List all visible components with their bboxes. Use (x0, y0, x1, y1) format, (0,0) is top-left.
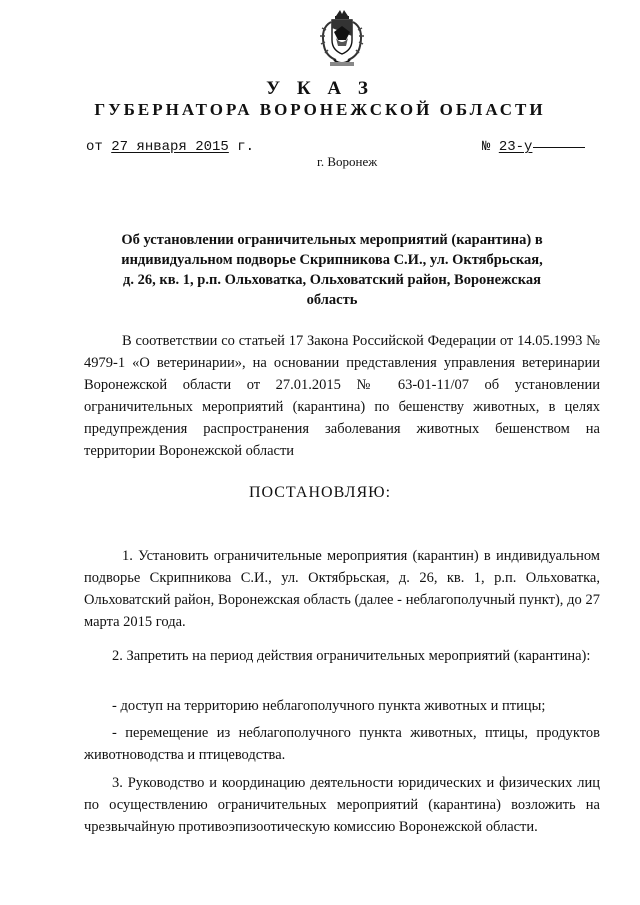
date-suffix: г. (237, 139, 255, 155)
item-2-paragraph: 2. Запретить на период действия ограничительных мероприятий (карантина): (112, 648, 591, 664)
item-1-paragraph: 1. Установить ограничительные мероприятия (карантин) в индивидуальном подворье Скрипникова С.И., ул. Октябрьская, д. 26, кв. 1, р.п. Ольховатка, Ольховатский район, Воронежская область (далее - неблагополучный пункт), до 27 марта 2015 года. (84, 548, 600, 630)
city-line: г. Воронеж (317, 154, 378, 169)
number-value: 23-у (498, 139, 533, 155)
date-line (86, 139, 254, 155)
coat-of-arms-emblem (312, 6, 372, 70)
date-prefix: от (86, 139, 103, 155)
number-label: № (482, 139, 491, 155)
decree-word: ПОСТАНОВЛЯЮ: (248, 484, 392, 501)
issuer-title: ГУБЕРНАТОРА ВОРОНЕЖСКОЙ ОБЛАСТИ (94, 100, 546, 119)
date-value: 27 января 2015 (111, 139, 229, 155)
number-line (482, 139, 585, 155)
document-type-title: У К А З (266, 78, 374, 99)
item-3-paragraph: 3. Руководство и координацию деятельности юридических и физических лиц по осуществлению ограничительных мероприятий (карантина) возложить на чрезвычайную противоэпизоотическую комиссию Воронежской области. (84, 775, 600, 835)
item-2-dash-1: - доступ на территорию неблагополучного пункта животных и птицы; (112, 698, 546, 714)
number-underline (533, 147, 585, 148)
document-heading: Об установлении ограничительных мероприятий (карантина) в индивидуальном подворье Скрипникова С.И., ул. Октябрьская, д. 26, кв. 1, р.п. Ольховатка, Ольховатский район, Воронежская область (121, 232, 543, 308)
preamble-paragraph: В соответствии со статьей 17 Закона Российской Федерации от 14.05.1993 № 4979-1 «О ветеринарии», на основании представления управления ветеринарии Воронежской области от 27.01.2015 № 63-01-11/07 об установлении ограничительных мероприятий (карантина) по бешенству животных, в целях предупреждения распространения заболевания животных бешенством на территории Воронежской области (84, 333, 600, 459)
item-2-dash-2: - перемещение из неблагополучного пункта животных, птицы, продуктов животноводства и птицеводства. (84, 725, 600, 763)
